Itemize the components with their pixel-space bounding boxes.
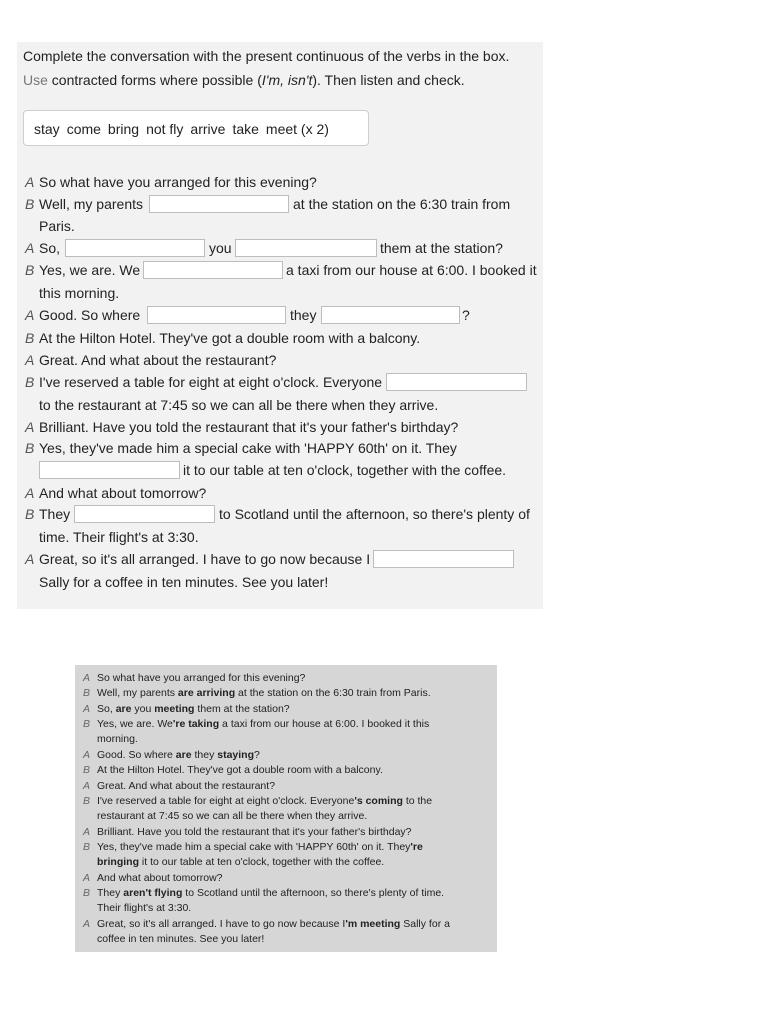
- speaker-a: A: [25, 485, 35, 501]
- line-text: So,: [39, 240, 61, 256]
- answer-line: Good. So where are they staying?: [97, 749, 260, 761]
- speaker-a: A: [25, 174, 35, 190]
- speaker-b: B: [25, 330, 35, 346]
- speaker-a: A: [83, 703, 91, 715]
- instruction-text: contracted forms where possible (: [47, 72, 262, 88]
- line-text: So what have you arranged for this evening?: [39, 174, 317, 190]
- line-text: at the station on the 6:30 train from: [293, 196, 511, 212]
- answer-line: Well, my parents are arriving at the station on the 6:30 train from Paris.: [97, 687, 431, 699]
- answer-gap-5[interactable]: [147, 306, 286, 324]
- answer-line: Their flight's at 3:30.: [97, 902, 192, 914]
- answer-line: morning.: [97, 733, 138, 745]
- speaker-a: A: [25, 352, 35, 368]
- answer-bold: are arriving: [177, 687, 236, 699]
- answer-bold: aren't flying: [123, 887, 183, 899]
- speaker-a: A: [83, 826, 91, 838]
- line-text: Brilliant. Have you told the restaurant that it's your father's birthday?: [39, 419, 459, 435]
- line-text: I've reserved a table for eight at eight o'clock. Everyone: [39, 374, 383, 390]
- speaker-a: A: [25, 551, 35, 567]
- word-come: come: [66, 121, 101, 137]
- speaker-b: B: [83, 795, 91, 807]
- answer-line: Yes, we are. We're taking a taxi from our house at 6:00. I booked it this: [97, 718, 430, 730]
- answer-gap-6[interactable]: [321, 306, 460, 324]
- answer-gap-8[interactable]: [39, 461, 180, 479]
- line-text: Sally for a coffee in ten minutes. See you later!: [39, 574, 329, 590]
- answer-line: coffee in ten minutes. See you later!: [97, 933, 265, 945]
- line-text: you: [209, 240, 232, 256]
- answer-gap-2[interactable]: [65, 239, 205, 257]
- instruction-use: Use: [23, 72, 48, 88]
- speaker-a: A: [25, 240, 35, 256]
- speaker-b: B: [83, 887, 91, 899]
- answer-line: They aren't flying to Scotland until the afternoon, so there's plenty of time.: [97, 887, 445, 899]
- answer-gap-1[interactable]: [149, 195, 289, 213]
- answer-bold: 're: [410, 841, 423, 853]
- answer-gap-3[interactable]: [235, 239, 377, 257]
- line-text: them at the station?: [380, 240, 503, 256]
- line-text: they: [290, 307, 317, 323]
- answer-line: And what about tomorrow?: [97, 872, 223, 884]
- answer-line: So what have you arranged for this evening?: [97, 672, 306, 684]
- line-text: They: [39, 506, 71, 522]
- instruction-line-2: [23, 72, 465, 88]
- line-text: Good. So where: [39, 307, 141, 323]
- answer-bold: are: [115, 703, 132, 715]
- answer-bold: meeting: [154, 703, 195, 715]
- speaker-b: B: [25, 440, 35, 456]
- speaker-b: B: [83, 764, 91, 776]
- answer-bold: 'm meeting: [345, 918, 401, 930]
- line-text: this morning.: [39, 285, 120, 301]
- answer-bold: staying: [217, 749, 255, 761]
- answer-line: bringing it to our table at ten o'clock, together with the coffee.: [97, 856, 385, 868]
- line-text: And what about tomorrow?: [39, 485, 207, 501]
- speaker-a: A: [25, 307, 35, 323]
- word-take: take: [232, 121, 259, 137]
- answer-line: At the Hilton Hotel. They've got a double room with a balcony.: [97, 764, 383, 776]
- speaker-b: B: [25, 262, 35, 278]
- speaker-a: A: [83, 780, 91, 792]
- line-text: Yes, they've made him a special cake with 'HAPPY 60th' on it. They: [39, 440, 457, 456]
- word-meet: meet (x 2): [265, 121, 329, 137]
- answer-line: Yes, they've made him a special cake with 'HAPPY 60th' on it. They're: [97, 841, 423, 853]
- answer-bold: bringing: [97, 856, 139, 868]
- answer-bold: are: [175, 749, 192, 761]
- exercise-panel: [17, 42, 543, 609]
- line-text: Great, so it's all arranged. I have to go now because I: [39, 551, 371, 567]
- line-text: Well, my parents: [39, 196, 143, 212]
- line-text: At the Hilton Hotel. They've got a double room with a balcony.: [39, 330, 421, 346]
- speaker-a: A: [83, 918, 91, 930]
- word-stay: stay: [34, 121, 60, 137]
- speaker-b: B: [83, 687, 91, 699]
- instruction-example: I'm, isn't: [261, 72, 313, 88]
- answer-bold: 're taking: [172, 718, 220, 730]
- answer-gap-4[interactable]: [143, 261, 283, 279]
- word-box: [23, 110, 369, 146]
- line-text: a taxi from our house at 6:00. I booked it: [286, 262, 537, 278]
- answer-line: restaurant at 7:45 so we can all be there when they arrive.: [97, 810, 368, 822]
- answer-line: Great. And what about the restaurant?: [97, 780, 276, 792]
- speaker-b: B: [25, 196, 35, 212]
- word-not-fly: not fly: [146, 121, 184, 137]
- speaker-a: A: [25, 419, 35, 435]
- word-bring: bring: [107, 121, 140, 137]
- line-text: Yes, we are. We: [39, 262, 141, 278]
- line-text: ?: [462, 307, 470, 323]
- line-text: Great. And what about the restaurant?: [39, 352, 277, 368]
- instruction-line-1: Complete the conversation with the present continuous of the verbs in the box.: [23, 48, 510, 64]
- speaker-a: A: [83, 872, 91, 884]
- speaker-b: B: [83, 718, 91, 730]
- answer-line: I've reserved a table for eight at eight o'clock. Everyone's coming to the: [97, 795, 433, 807]
- answer-gap-7[interactable]: [386, 373, 527, 391]
- speaker-b: B: [83, 841, 91, 853]
- line-text: to Scotland until the afternoon, so there's plenty of: [219, 506, 530, 522]
- answer-gap-10[interactable]: [373, 550, 514, 568]
- line-text: it to our table at ten o'clock, together with the coffee.: [183, 462, 507, 478]
- line-text: Paris.: [39, 218, 75, 234]
- speaker-b: B: [25, 374, 35, 390]
- answer-line: Great, so it's all arranged. I have to go now because I'm meeting Sally for a: [97, 918, 450, 930]
- answer-bold: 's coming: [354, 795, 403, 807]
- speaker-b: B: [25, 506, 35, 522]
- line-text: time. Their flight's at 3:30.: [39, 529, 199, 545]
- answer-line: Brilliant. Have you told the restaurant that it's your father's birthday?: [97, 826, 412, 838]
- answer-key-panel: [75, 665, 497, 952]
- answer-gap-9[interactable]: [74, 505, 215, 523]
- speaker-a: A: [83, 749, 91, 761]
- answer-line: So, are you meeting them at the station?: [97, 703, 290, 715]
- line-text: to the restaurant at 7:45 so we can all be there when they arrive.: [39, 397, 439, 413]
- word-arrive: arrive: [190, 121, 226, 137]
- speaker-a: A: [83, 672, 91, 684]
- instruction-end: ). Then listen and check.: [312, 72, 465, 88]
